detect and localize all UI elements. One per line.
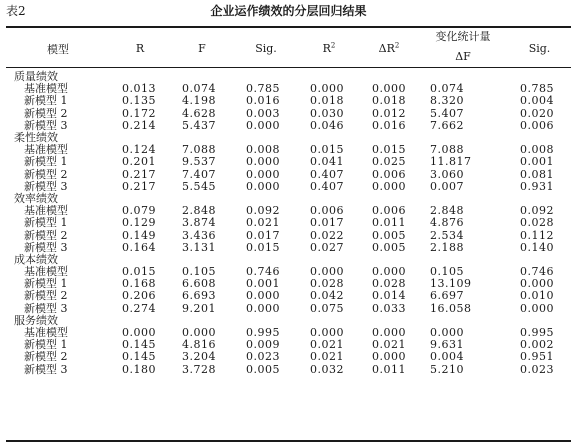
model-name: 新模型 2 <box>24 167 68 181</box>
cell-r: 0.214 <box>122 118 156 132</box>
cell-df: 6.697 <box>430 289 464 303</box>
cell-sig: 0.000 <box>246 301 280 315</box>
table-label: 表2 <box>6 4 26 18</box>
group-row <box>6 315 571 327</box>
cell-dr2: 0.015 <box>372 143 406 157</box>
group-row <box>6 254 571 266</box>
cell-sig: 0.021 <box>246 216 280 230</box>
table-row <box>6 303 571 315</box>
cell-dr2: 0.033 <box>372 301 406 315</box>
cell-r2: 0.015 <box>310 143 344 157</box>
group-label: 服务绩效 <box>14 313 58 327</box>
group-row <box>6 193 571 205</box>
table-row <box>6 290 571 302</box>
cell-f: 6.608 <box>182 277 216 291</box>
cell-dr2: 0.006 <box>372 204 406 218</box>
cell-r2: 0.030 <box>310 106 344 120</box>
cell-r: 0.201 <box>122 155 156 169</box>
cell-dr2: 0.000 <box>372 179 406 193</box>
cell-sig2: 0.004 <box>520 94 554 108</box>
cell-sig2: 0.010 <box>520 289 554 303</box>
cell-r: 0.206 <box>122 289 156 303</box>
model-name: 新模型 3 <box>24 362 68 376</box>
cell-f: 5.437 <box>182 118 216 132</box>
header-r-squared <box>298 28 360 69</box>
cell-dr2: 0.021 <box>372 338 406 352</box>
cell-r: 0.180 <box>122 362 156 376</box>
cell-r2: 0.027 <box>310 240 344 254</box>
cell-df: 16.058 <box>430 301 472 315</box>
cell-sig2: 0.785 <box>520 82 554 96</box>
cell-df: 0.074 <box>430 82 464 96</box>
cell-df: 2.188 <box>430 240 464 254</box>
cell-sig: 0.746 <box>246 265 280 279</box>
cell-r2: 0.000 <box>310 326 344 340</box>
model-name: 新模型 1 <box>24 155 68 169</box>
header-dr2-sup: 2 <box>394 41 400 50</box>
cell-dr2: 0.005 <box>372 228 406 242</box>
cell-f: 0.074 <box>182 82 216 96</box>
cell-df: 7.088 <box>430 143 464 157</box>
header-dr2-base: ΔR <box>378 42 395 55</box>
table-row <box>6 339 571 351</box>
table-row <box>6 229 571 241</box>
model-name: 新模型 3 <box>24 118 68 132</box>
header-r2-base: R <box>322 42 331 55</box>
model-name: 新模型 2 <box>24 289 68 303</box>
cell-dr2: 0.025 <box>372 155 406 169</box>
table-row <box>6 351 571 363</box>
cell-df: 3.060 <box>430 167 464 181</box>
cell-df: 4.876 <box>430 216 464 230</box>
model-name: 新模型 3 <box>24 179 68 193</box>
table-row <box>6 364 571 376</box>
model-name: 新模型 2 <box>24 228 68 242</box>
cell-f: 5.545 <box>182 179 216 193</box>
cell-r: 0.145 <box>122 350 156 364</box>
cell-sig: 0.008 <box>246 143 280 157</box>
cell-sig: 0.000 <box>246 167 280 181</box>
cell-r2: 0.018 <box>310 94 344 108</box>
cell-sig2: 0.000 <box>520 301 554 315</box>
cell-sig2: 0.746 <box>520 265 554 279</box>
cell-r: 0.217 <box>122 167 156 181</box>
cell-r: 0.274 <box>122 301 156 315</box>
cell-sig2: 0.020 <box>520 106 554 120</box>
table-row <box>6 181 571 193</box>
cell-r: 0.013 <box>122 82 156 96</box>
cell-sig: 0.000 <box>246 155 280 169</box>
cell-df: 8.320 <box>430 94 464 108</box>
cell-r2: 0.407 <box>310 179 344 193</box>
cell-sig2: 0.028 <box>520 216 554 230</box>
cell-f: 3.204 <box>182 350 216 364</box>
cell-dr2: 0.000 <box>372 350 406 364</box>
model-name: 基准模型 <box>24 82 68 96</box>
table-caption <box>6 2 571 20</box>
cell-sig2: 0.931 <box>520 179 554 193</box>
cell-r2: 0.032 <box>310 362 344 376</box>
table-row <box>6 327 571 339</box>
table-row <box>6 120 571 132</box>
model-name: 新模型 3 <box>24 240 68 254</box>
table-row <box>6 266 571 278</box>
cell-sig2: 0.995 <box>520 326 554 340</box>
cell-dr2: 0.000 <box>372 326 406 340</box>
cell-r2: 0.407 <box>310 167 344 181</box>
cell-r2: 0.017 <box>310 216 344 230</box>
model-name: 新模型 1 <box>24 94 68 108</box>
table-row <box>6 144 571 156</box>
cell-df: 2.534 <box>430 228 464 242</box>
cell-f: 3.436 <box>182 228 216 242</box>
header-r: R <box>135 42 145 55</box>
cell-sig: 0.005 <box>246 362 280 376</box>
cell-r: 0.015 <box>122 265 156 279</box>
table-header <box>6 28 571 69</box>
cell-r2: 0.021 <box>310 350 344 364</box>
model-name: 新模型 2 <box>24 106 68 120</box>
table-row <box>6 169 571 181</box>
cell-r2: 0.075 <box>310 301 344 315</box>
cell-dr2: 0.018 <box>372 94 406 108</box>
cell-r: 0.145 <box>122 338 156 352</box>
cell-f: 4.816 <box>182 338 216 352</box>
model-name: 新模型 3 <box>24 301 68 315</box>
header-sig: Sig. <box>255 42 277 55</box>
cell-sig2: 0.001 <box>520 155 554 169</box>
group-label: 柔性绩效 <box>14 131 58 145</box>
cell-sig: 0.785 <box>246 82 280 96</box>
cell-dr2: 0.011 <box>372 362 406 376</box>
cell-sig: 0.009 <box>246 338 280 352</box>
cell-r2: 0.028 <box>310 277 344 291</box>
cell-f: 6.693 <box>182 289 216 303</box>
cell-r: 0.000 <box>122 326 156 340</box>
cell-r: 0.172 <box>122 106 156 120</box>
cell-sig: 0.003 <box>246 106 280 120</box>
cell-r: 0.079 <box>122 204 156 218</box>
bottom-rule <box>6 440 571 442</box>
cell-df: 0.004 <box>430 350 464 364</box>
cell-sig2: 0.006 <box>520 118 554 132</box>
table-row <box>6 156 571 168</box>
header-change-statistics: 变化统计量 <box>435 30 491 43</box>
cell-sig2: 0.092 <box>520 204 554 218</box>
cell-df: 0.007 <box>430 179 464 193</box>
model-name: 新模型 1 <box>24 216 68 230</box>
cell-sig: 0.000 <box>246 179 280 193</box>
cell-r2: 0.041 <box>310 155 344 169</box>
cell-r: 0.217 <box>122 179 156 193</box>
cell-sig: 0.015 <box>246 240 280 254</box>
cell-r2: 0.006 <box>310 204 344 218</box>
cell-sig: 0.092 <box>246 204 280 218</box>
header-f: F <box>198 42 206 55</box>
cell-sig2: 0.002 <box>520 338 554 352</box>
cell-dr2: 0.028 <box>372 277 406 291</box>
cell-sig: 0.000 <box>246 289 280 303</box>
model-name: 新模型 1 <box>24 338 68 352</box>
table-row <box>6 205 571 217</box>
cell-sig2: 0.951 <box>520 350 554 364</box>
cell-dr2: 0.000 <box>372 265 406 279</box>
cell-sig2: 0.140 <box>520 240 554 254</box>
cell-f: 0.000 <box>182 326 216 340</box>
cell-dr2: 0.016 <box>372 118 406 132</box>
cell-r: 0.164 <box>122 240 156 254</box>
cell-f: 9.201 <box>182 301 216 315</box>
cell-dr2: 0.012 <box>372 106 406 120</box>
cell-sig2: 0.008 <box>520 143 554 157</box>
cell-df: 5.210 <box>430 362 464 376</box>
table-row <box>6 108 571 120</box>
cell-r2: 0.021 <box>310 338 344 352</box>
model-name: 新模型 2 <box>24 350 68 364</box>
cell-sig2: 0.081 <box>520 167 554 181</box>
cell-f: 3.728 <box>182 362 216 376</box>
model-name: 基准模型 <box>24 143 68 157</box>
model-name: 基准模型 <box>24 326 68 340</box>
cell-r2: 0.000 <box>310 265 344 279</box>
cell-f: 3.874 <box>182 216 216 230</box>
cell-df: 2.848 <box>430 204 464 218</box>
cell-f: 4.198 <box>182 94 216 108</box>
cell-r2: 0.046 <box>310 118 344 132</box>
cell-r: 0.129 <box>122 216 156 230</box>
table-row <box>6 95 571 107</box>
cell-sig2: 0.000 <box>520 277 554 291</box>
header-r2-sup: 2 <box>330 41 336 50</box>
group-label: 成本绩效 <box>14 252 58 266</box>
cell-dr2: 0.014 <box>372 289 406 303</box>
table-body <box>6 69 571 376</box>
cell-sig2: 0.112 <box>520 228 554 242</box>
cell-df: 5.407 <box>430 106 464 120</box>
cell-r2: 0.022 <box>310 228 344 242</box>
cell-r: 0.135 <box>122 94 156 108</box>
cell-sig: 0.023 <box>246 350 280 364</box>
regression-table <box>6 28 571 376</box>
cell-f: 0.105 <box>182 265 216 279</box>
cell-f: 2.848 <box>182 204 216 218</box>
cell-df: 13.109 <box>430 277 472 291</box>
cell-sig2: 0.023 <box>520 362 554 376</box>
cell-dr2: 0.011 <box>372 216 406 230</box>
cell-r2: 0.042 <box>310 289 344 303</box>
cell-sig: 0.017 <box>246 228 280 242</box>
cell-sig: 0.016 <box>246 94 280 108</box>
model-name: 新模型 1 <box>24 277 68 291</box>
group-row <box>6 132 571 144</box>
header-model: 模型 <box>47 42 69 56</box>
cell-dr2: 0.005 <box>372 240 406 254</box>
table-title: 企业运作绩效的分层回归结果 <box>210 4 367 18</box>
cell-df: 0.000 <box>430 326 464 340</box>
cell-df: 7.662 <box>430 118 464 132</box>
cell-dr2: 0.006 <box>372 167 406 181</box>
cell-f: 7.088 <box>182 143 216 157</box>
model-name: 基准模型 <box>24 265 68 279</box>
cell-df: 0.105 <box>430 265 464 279</box>
cell-sig: 0.000 <box>246 118 280 132</box>
cell-f: 3.131 <box>182 240 216 254</box>
group-label: 效率绩效 <box>14 191 58 205</box>
table-row <box>6 83 571 95</box>
cell-df: 11.817 <box>430 155 472 169</box>
cell-f: 9.537 <box>182 155 216 169</box>
header-delta-r-squared <box>360 28 418 69</box>
model-name: 基准模型 <box>24 204 68 218</box>
group-row <box>6 69 571 83</box>
cell-r: 0.168 <box>122 277 156 291</box>
cell-sig: 0.995 <box>246 326 280 340</box>
cell-r: 0.149 <box>122 228 156 242</box>
header-sig-change: Sig. <box>528 42 551 55</box>
header-delta-f: ΔF <box>455 50 471 63</box>
table-row <box>6 217 571 229</box>
cell-f: 4.628 <box>182 106 216 120</box>
cell-r: 0.124 <box>122 143 156 157</box>
cell-f: 7.407 <box>182 167 216 181</box>
table-row <box>6 242 571 254</box>
cell-r2: 0.000 <box>310 82 344 96</box>
table-row <box>6 278 571 290</box>
group-label: 质量绩效 <box>14 70 58 84</box>
cell-df: 9.631 <box>430 338 464 352</box>
cell-dr2: 0.000 <box>372 82 406 96</box>
cell-sig: 0.001 <box>246 277 280 291</box>
